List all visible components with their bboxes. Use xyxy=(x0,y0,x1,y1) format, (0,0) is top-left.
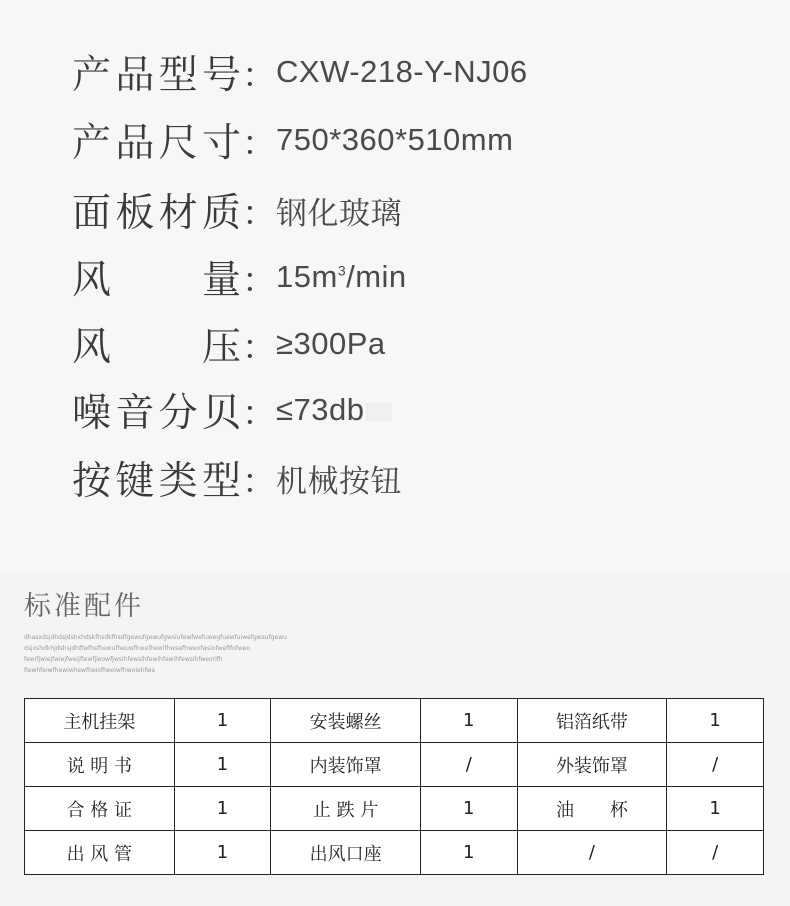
table-row xyxy=(25,787,764,831)
spec-button-row xyxy=(72,448,402,508)
spec-noise-row xyxy=(72,380,392,440)
spec-label xyxy=(72,249,242,305)
spec-value-panel: 钢化玻璃 xyxy=(276,195,402,231)
spec-label xyxy=(72,450,242,506)
spec-size-row xyxy=(72,110,513,170)
value-text: /min xyxy=(346,259,407,294)
label-char: 贝 xyxy=(201,391,242,436)
table-cell: 内装饰罩 xyxy=(271,743,421,787)
label-char: 类 xyxy=(158,459,199,504)
label-char: 按 xyxy=(72,459,113,504)
label-char: 产 xyxy=(72,121,113,166)
table-cell: 铝箔纸带 xyxy=(517,699,667,743)
label-char: 品 xyxy=(115,121,156,166)
spec-panel-row xyxy=(72,180,402,240)
table-cell: 出风口座 xyxy=(271,831,421,875)
label-char: 分 xyxy=(158,391,199,436)
filler-line: fewifjwiejfwiejfweijfiewfjieowfjwsihfewsihfewihfewihfewsihfweorifh xyxy=(24,656,223,663)
table-cell: 1 xyxy=(174,831,271,875)
label-char: 号 xyxy=(201,53,242,98)
spec-value-size: 750*360*510mm xyxy=(276,122,514,157)
table-cell: / xyxy=(667,743,764,787)
table-cell: 安装螺丝 xyxy=(271,699,421,743)
spec-pressure-row xyxy=(72,314,386,374)
label-char: 键 xyxy=(115,459,156,504)
label-char: 型 xyxy=(158,53,199,98)
table-cell: 主机挂架 xyxy=(25,699,175,743)
table-cell: 1 xyxy=(420,831,517,875)
table-cell: 止 跌 片 xyxy=(271,787,421,831)
label-char: 寸 xyxy=(201,121,242,166)
table-cell: 出 风 管 xyxy=(25,831,175,875)
table-cell: 1 xyxy=(667,699,764,743)
table-cell: / xyxy=(667,831,764,875)
spec-label xyxy=(72,382,242,438)
filler-line: dhasxdsjdhdsjdshxhdskfhsdkfhsdfgewufgewufgwsiufewfwefuwegfuewfuiwefgwsufgewu xyxy=(24,634,287,641)
label-char: 板 xyxy=(115,191,156,236)
label-char: 压 xyxy=(201,325,242,370)
table-cell: / xyxy=(420,743,517,787)
accessories-title: 标准配件 xyxy=(24,591,144,622)
spec-airflow-row xyxy=(72,247,407,307)
spec-colon: ： xyxy=(242,260,276,301)
filler-line: fiewhfeiwfhewiwhewfheiofheoiwfhwoiehfwa xyxy=(24,667,156,674)
spec-label xyxy=(72,182,242,238)
table-cell: 油 杯 xyxy=(517,787,667,831)
table-cell: 1 xyxy=(420,699,517,743)
table-cell: 1 xyxy=(174,699,271,743)
label-char: 风 xyxy=(72,325,113,370)
table-cell: 1 xyxy=(420,787,517,831)
label-char: 型 xyxy=(201,459,242,504)
spec-colon: ： xyxy=(242,327,276,368)
spec-value-button: 机械按钮 xyxy=(276,463,402,499)
spec-model-row xyxy=(72,42,528,102)
table-cell: 合 格 证 xyxy=(25,787,175,831)
spec-colon: ： xyxy=(242,461,276,502)
spec-label xyxy=(72,112,242,168)
table-row xyxy=(25,699,764,743)
filler-text xyxy=(24,632,354,676)
label-char: 尺 xyxy=(158,121,199,166)
label-char: 品 xyxy=(115,53,156,98)
label-char: 面 xyxy=(72,191,113,236)
label-char: 量 xyxy=(201,258,242,303)
spec-value-model: CXW-218-Y-NJ06 xyxy=(276,54,528,89)
table-cell: / xyxy=(517,831,667,875)
table-cell: 说 明 书 xyxy=(25,743,175,787)
value-text: ≤73db xyxy=(276,392,365,427)
spec-label xyxy=(72,44,242,100)
spec-colon: ： xyxy=(242,193,276,234)
table-row xyxy=(25,743,764,787)
table-cell: 1 xyxy=(667,787,764,831)
spec-colon: ： xyxy=(242,55,276,96)
watermark-patch xyxy=(366,403,392,421)
table-cell: 1 xyxy=(174,787,271,831)
accessories-table xyxy=(24,698,764,875)
value-text: 15m xyxy=(276,259,338,294)
filler-line: dsjxshdkhjdshsjdhffwfhsfhewufheuwfhwefhewifhwsefhweofwsiofwefifofweo xyxy=(24,645,251,652)
spec-value-airflow xyxy=(276,259,407,295)
label-char: 噪 xyxy=(72,391,113,436)
spec-label xyxy=(72,316,242,372)
label-char: 产 xyxy=(72,53,113,98)
spec-colon: ： xyxy=(242,123,276,164)
table-row xyxy=(25,831,764,875)
value-superscript: 3 xyxy=(337,262,347,279)
label-char: 材 xyxy=(158,191,199,236)
spec-colon: ： xyxy=(242,393,276,434)
label-char: 音 xyxy=(115,391,156,436)
spec-value-noise xyxy=(276,392,392,428)
label-char: 风 xyxy=(72,258,113,303)
table-cell: 外装饰罩 xyxy=(517,743,667,787)
accessories-section xyxy=(0,572,790,906)
table-cell: 1 xyxy=(174,743,271,787)
label-char: 质 xyxy=(201,191,242,236)
spec-value-pressure: ≥300Pa xyxy=(276,326,386,361)
